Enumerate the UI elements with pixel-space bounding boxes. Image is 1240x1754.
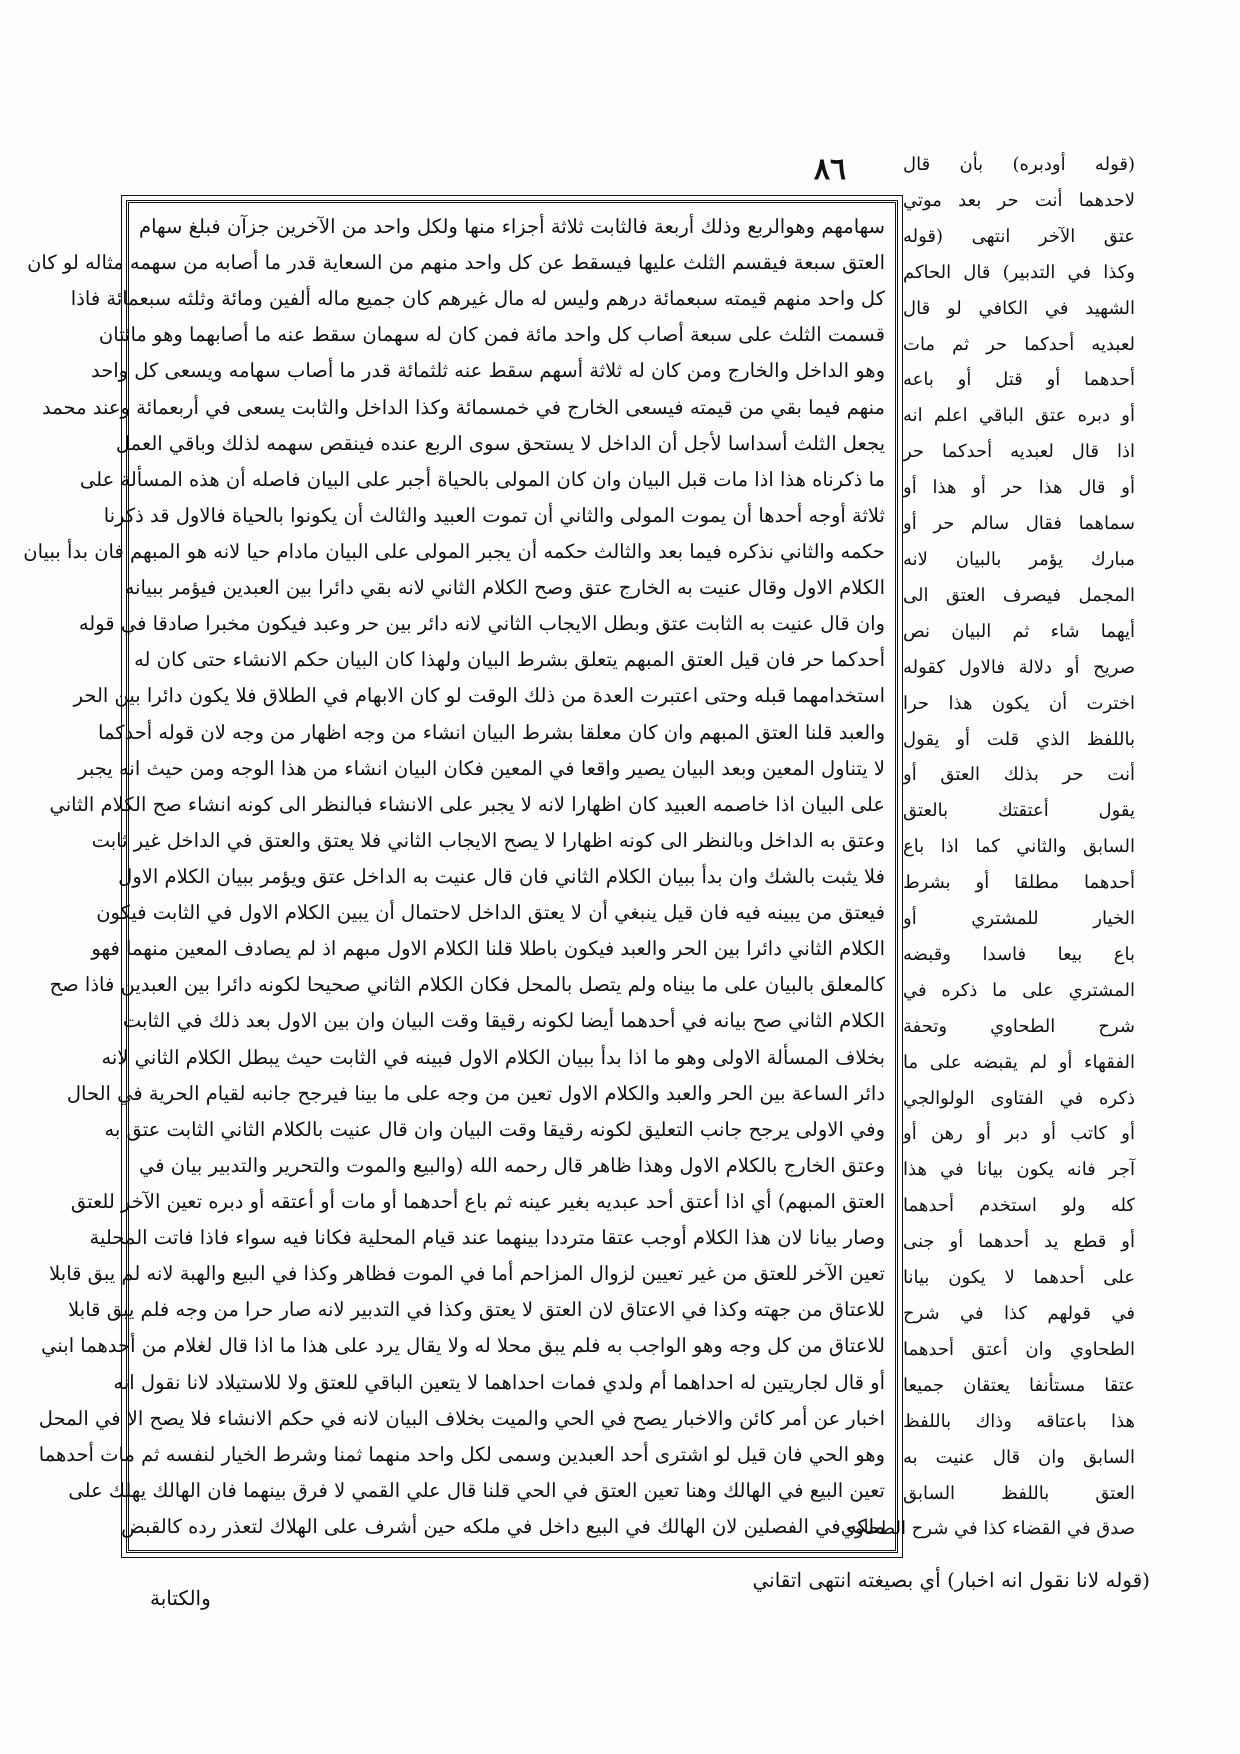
margin-line: سماهما فقال سالم حر أو bbox=[903, 513, 1135, 535]
margin-line: أنت حر بذلك العتق أو bbox=[903, 764, 1135, 786]
main-text-body bbox=[23, 211, 885, 1542]
main-text-line: للاعتاق من كل وجه وهو الواجب به فلم يبق محلا له ولا يقال يرد على هذا ما اذا قال لغلام من أحدهما ابني bbox=[41, 1334, 885, 1358]
margin-line: اخترت أن يكون هذا حرا bbox=[903, 692, 1135, 714]
margin-line: كله ولو استخدم أحدهما bbox=[903, 1195, 1135, 1217]
margin-line: الطحاوي وان أعتق أحدهما bbox=[903, 1338, 1135, 1360]
margin-line: الفقهاء أو لم يقبضه على ما bbox=[903, 1051, 1135, 1073]
margin-line: المجمل فيصرف العتق الى bbox=[903, 584, 1135, 606]
footer-note: (قوله لانا نقول انه اخبار) أي بصيغته انتهى اتقاني bbox=[752, 1568, 1150, 1592]
main-text-line: اخبار عن أمر كائن والاخبار يصح في الحي والميت بخلاف البيان لانه في حكم الانشاء فلا يصح الا في المحل bbox=[38, 1406, 885, 1430]
main-text-line: كل واحد منهم قيمته سبعمائة درهم وليس له مال غيرهم كان جميع ماله ألفين ومائة وثلثه سبعمائة فاذا bbox=[70, 287, 885, 311]
main-text-line: تعين الآخر للعتق من غير تعيين لزوال المزاحم أما في الموت فظاهر وكذا في البيع والهبة لانه لم يبق قابلا bbox=[49, 1262, 885, 1286]
main-text-line: على البيان اذا خاصمه العبيد كان اظهارا لانه لا يجبر على الانشاء فبالنظر الى كونه انشاء صح الكلام الثاني bbox=[49, 792, 885, 816]
margin-line: صريح أو دلالة فالاول كقوله bbox=[903, 656, 1135, 678]
margin-line: مبارك يؤمر بالبيان لانه bbox=[903, 548, 1135, 570]
main-text-line: العتق سبعة فيقسم الثلث عليها فيسقط عن كل واحد منهم من السعاية قدر ما أصابه من سهمه مثاله لو كان bbox=[27, 251, 885, 275]
margin-commentary bbox=[840, 150, 1135, 1545]
main-text-line: قسمت الثلث على سبعة أصاب كل واحد مائة فمن كان له سهمان سقط عنه ما أصابهما وهو مائتان bbox=[98, 323, 885, 347]
margin-line: ذكره في الفتاوى الولوالجي bbox=[903, 1087, 1135, 1109]
margin-line: على أحدهما لا يكون بيانا bbox=[903, 1267, 1135, 1289]
margin-line: صدق في القضاء كذا في شرح الطحاوي bbox=[840, 1518, 1135, 1540]
margin-line: شرح الطحاوي وتحفة bbox=[903, 1015, 1135, 1037]
main-text-line: وهو الداخل والخارج ومن كان له ثلاثة أسهم سقط عنه ثلثمائة قدر ما أصاب سهامه ويسعى كل واحد bbox=[90, 359, 885, 383]
margin-line: وكذا في التدبير) قال الحاكم bbox=[903, 261, 1135, 283]
main-text-frame bbox=[23, 200, 898, 1553]
margin-line: السابق وان قال عنيت به bbox=[903, 1446, 1135, 1468]
main-text-line: لا يتناول المعين وبعد البيان يصير واقعا في المعين فكان البيان انشاء من هذا الوجه ومن حيث انه يجبر bbox=[78, 756, 885, 780]
page-number: ٨٦ bbox=[813, 152, 847, 187]
main-text-line: كالمعلق بالبيان على ما بيناه ولم يتصل بالمحل فكان الكلام الثاني صحيحا لكونه دائرا بين العبدين فاذا صح bbox=[49, 973, 885, 997]
main-text-line: بخلاف المسألة الاولى وهو ما اذا بدأ ببيان الكلام الاول فبينه في الثابت حيث يبطل الكلام الثاني لانه bbox=[101, 1045, 885, 1069]
margin-line: أحدهما أو قتل أو باعه bbox=[903, 369, 1135, 391]
margin-line: لاحدهما أنت حر بعد موتي bbox=[903, 189, 1135, 211]
main-text-line: الكلام الثاني دائرا بين الحر والعبد فيكون باطلا قلنا الكلام الاول مبهم اذ لم يصادف المعين منهما فهو bbox=[91, 937, 885, 961]
main-text-line: والعبد قلنا العتق المبهم وان كان معلقا بشرط البيان انشاء من وجه اظهار من وجه لان قوله أحدكما bbox=[98, 720, 885, 744]
margin-line: أو قال هذا حر أو هذا أو bbox=[903, 477, 1135, 499]
margin-line: أو دبره عتق الباقي اعلم انه bbox=[903, 405, 1135, 427]
margin-line: العتق باللفظ السابق bbox=[903, 1482, 1135, 1504]
main-text-line: وان قال عنيت به الثابت عتق وبطل الايجاب الثاني لانه دائر بين حر وعبد فيكون مخبرا صادقا في قوله bbox=[78, 612, 885, 636]
main-text-line: وعتق به الداخل وبالنظر الى كونه اظهارا لا يصح الايجاب الثاني فلا يعتق والعتق في الداخل غير ثابت bbox=[91, 828, 885, 852]
main-text-line: الكلام الاول وقال عنيت به الخارج عتق وصح الكلام الثاني لانه بقي دائرا بين العبدين فيؤمر ببيانه bbox=[124, 576, 885, 600]
main-text-line: أحدكما حر فان قيل العتق المبهم يتعلق بشرط البيان ولهذا كان البيان حكم الانشاء حتى كان له bbox=[134, 648, 885, 672]
margin-line: الخيار للمشتري أو bbox=[903, 908, 1135, 930]
main-text-line: ثلاثة أوجه أحدها أن يموت المولى والثاني أن تموت العبيد والثالث أن يكونوا بالحياة فالاول قد ذكرنا bbox=[103, 503, 885, 527]
margin-line: أو كاتب أو دبر أو رهن أو bbox=[903, 1123, 1135, 1145]
margin-line: عتقا مستأنفا يعتقان جميعا bbox=[903, 1374, 1135, 1396]
margin-line: الشهيد في الكافي لو قال bbox=[903, 297, 1135, 319]
main-text-line: منهم فيما بقي من قيمته فيسعى الخارج في خمسمائة وكذا الداخل والثابت يسعى في أربعمائة وعند محمد bbox=[42, 395, 885, 419]
margin-line: باع بيعا فاسدا وقبضه bbox=[903, 943, 1135, 965]
main-text-line: فلا يثبت بالشك وان بدأ ببيان الكلام الثاني فان قال عنيت به الداخل عتق ويؤمر ببيان الكلام الاول bbox=[118, 864, 885, 888]
margin-line: يقول أعتقتك بالعتق bbox=[903, 800, 1135, 822]
margin-line: المشتري على ما ذكره في bbox=[903, 979, 1135, 1001]
main-text-line: للاعتاق من جهته وكذا في الاعتاق لان العتق لا يعتق وكذا في التدبير لانه صار حرا من وجه فلم يبق قابلا bbox=[68, 1298, 885, 1322]
main-text-line: وصار بيانا لان هذا الكلام أوجب عتقا مترددا بينهما عند قيام المحلية فكانا فيه سواء فاذا فاتت المحلية bbox=[89, 1226, 885, 1250]
margin-line: لعبديه أحدكما حر ثم مات bbox=[903, 333, 1135, 355]
main-text-line: استخدامهما قبله وحتى اعتبرت العدة من ذلك الوقت لو كان الابهام في الطلاق فلا يكون دائرا بين الحر bbox=[73, 684, 885, 708]
footer bbox=[150, 1560, 1150, 1610]
main-text-line: سهامهم وهوالربع وذلك أربعة فالثابت ثلاثة أجزاء منها ولكل واحد من الآخرين جزآن فبلغ سهام bbox=[139, 215, 885, 238]
main-text-line: وهو الحي فان قيل لو اشترى أحد العبدين وسمى لكل واحد منهما ثمنا وشرط الخيار لنفسه ثم مات أحدهما bbox=[38, 1442, 885, 1466]
margin-line: اذا قال لعبديه أحدكما حر bbox=[903, 441, 1135, 463]
main-text-line: فيعتق من يبينه فيه فان قيل ينبغي أن لا يعتق الداخل لاحتمال أن يبين الكلام الاول في الثابت فيكون bbox=[96, 901, 885, 925]
margin-line: باللفظ الذي قلت أو يقول bbox=[903, 728, 1135, 750]
margin-line: أو قطع يد أحدهما أو جنى bbox=[903, 1231, 1135, 1253]
margin-line: في قولهم كذا في شرح bbox=[903, 1303, 1135, 1324]
main-text-line: دائر الساعة بين الحر والعبد والكلام الاول تعين من وجه على ما بينا فيرجح جانبه لقيام الحرية في الحال bbox=[66, 1081, 885, 1105]
main-text-line: العتق المبهم) أي اذا أعتق أحد عبديه بغير عينه ثم باع أحدهما أو مات أو أعتقه أو دبره تعين الآخر للعتق bbox=[70, 1189, 885, 1213]
main-text-line: أو قال لجاريتين له احداهما أم ولدي فمات احداهما لا يتعين الباقي للعتق ولا للاستيلاد لانا نقول انه bbox=[113, 1370, 885, 1394]
margin-line: (قوله أودبره) بأن قال bbox=[903, 154, 1135, 175]
margin-line: آجر فانه يكون بيانا في هذا bbox=[903, 1159, 1135, 1181]
margin-line: أيهما شاء ثم البيان نص bbox=[903, 620, 1135, 642]
margin-line: هذا باعتاقه وذاك باللفظ bbox=[903, 1410, 1135, 1432]
margin-line: السابق والثاني كما اذا باع bbox=[903, 836, 1135, 858]
main-text-line: حكمه والثاني نذكره فيما بعد والثالث حكمه أن يجبر المولى على البيان مادام حيا لانه هو المبهم فان بدأ ببيان bbox=[23, 539, 885, 563]
catchword: والكتابة bbox=[150, 1586, 211, 1610]
margin-line: أحدهما مطلقا أو بشرط bbox=[903, 872, 1135, 894]
main-text-line: الكلام الثاني صح بيانه في أحدهما أيضا لكونه رقيقا وقت البيان وان بين الاول بعد ذلك في الثابت bbox=[122, 1009, 885, 1033]
main-text-line: ملكه في الفصلين لان الهالك في البيع داخل في ملكه حين أشرف على الهلاك لتعذر رده كالقبض bbox=[121, 1514, 885, 1538]
main-text-line: وفي الاولى يرجح جانب التعليق لكونه رقيقا وقت البيان وان قال عنيت بالكلام الثاني الثابت عتق به bbox=[104, 1117, 885, 1141]
main-text-line: ما ذكرناه هذا اذا مات قبل البيان وان كان المولى بالحياة أجبر على البيان فاصله أن هذه المسألة على bbox=[79, 467, 885, 491]
main-text-line: تعين البيع في الهالك وهنا تعين العتق في الحي قلنا قال علي القمي لا فرق بينهما فان الهالك يهلك على bbox=[68, 1478, 885, 1502]
main-text-line: وعتق الخارج بالكلام الاول وهذا ظاهر قال رحمه الله (والبيع والموت والتحرير والتدبير بيان في bbox=[139, 1153, 885, 1177]
main-text-line: يجعل الثلث أسداسا لأجل أن الداخل لا يستحق سوى الربع عنده فينقص سهمه لذلك وباقي العمل bbox=[115, 431, 885, 455]
margin-line: عتق الآخر انتهى (قوله bbox=[903, 225, 1135, 247]
